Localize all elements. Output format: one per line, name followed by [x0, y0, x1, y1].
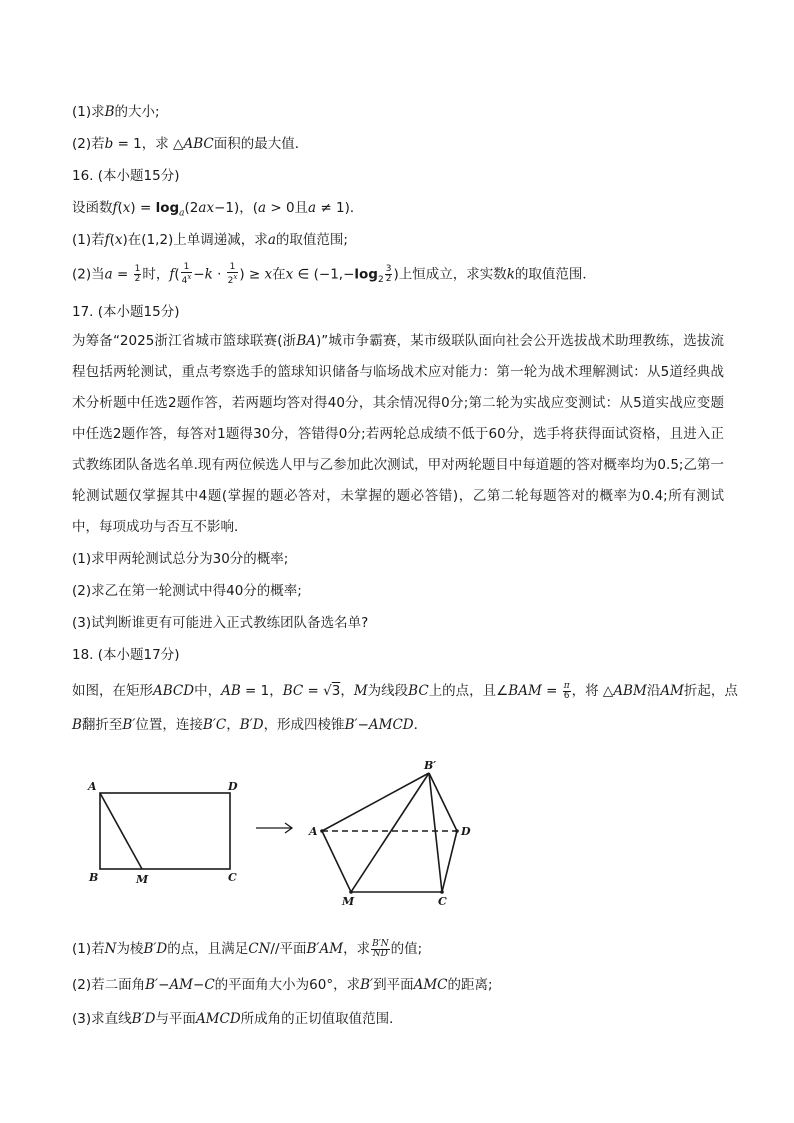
q18-part2: (2)若二面角B′−AM−C的平面角大小为60°，求B′到平面AMC的距离;: [72, 977, 493, 993]
q15-part1: (1)求B的大小;: [72, 104, 160, 120]
q17-part1: (1)求甲两轮测试总分为30分的概率;: [72, 551, 289, 567]
q18-stem-line2: B翻折至B′位置，连接B′C，B′D，形成四棱锥B′−AMCD．: [72, 717, 428, 733]
q18-part1: (1)若N为棱B′D的点，且满足CN//平面B′AM，求 $\frac{B'N}{ND}$ 的值;: [72, 938, 423, 959]
pyramid-figure: [308, 759, 471, 908]
q15-part2: (2)若b = 1，求 △ABC面积的最大值．: [72, 136, 309, 152]
q17-part3: (3)试判断谁更有可能进入正式教练团队备选名单?: [72, 615, 369, 631]
pyr-label-D: D: [461, 825, 471, 838]
q18-stem-line1: 如图，在矩形ABCD中，AB = 1，BC = √3，M为线段BC上的点，且∠BAM = $\frac{\pi}{6}$ ，将 △ABM沿AM折起，点: [72, 680, 738, 701]
q16-part2: (2)当a = $\frac{1}{2}$ 时，f( $\frac{1}{4^x}$ −k · $\frac{1}{2^x}$ ) ≥ x在x ∈ ($-1,-\log_2$ $\frac{3}{2}$ )上恒成立，求实数k的取值范围．: [72, 262, 596, 286]
q17-stem: 为筹备“2025浙江省城市篮球联赛(浙BA)”城市争霸赛，某市级联队面向社会公开选拔战术助理教练，选拔流程包括两轮测试，重点考察选手的篮球知识储备与临场战术应对能力：第一轮为战术理解测试：从5道经典战术分析题中任选2题作答，若两题均答对得40分，其余情况得0分;第二轮为实战应变测试：从5道实战应变题中任选2题作答，每答对1题得30分，答错得0分;若两轮总成绩不低于60分，选手将获得面试资格，且进入正式教练团队备选名单.现有两位候选人甲与乙参加此次测试，甲对两轮题目中每道题的答对概率均为0.5;乙第一轮测试题仅掌握其中4题(掌握的题必答对，未掌握的题必答错)，乙第二轮每题答对的概率为0.4;所有测试中，每项成功与否互不影响．: [72, 333, 724, 535]
q17-part2: (2)求乙在第一轮测试中得40分的概率;: [72, 583, 302, 599]
pyr-label-M: M: [342, 895, 355, 908]
pyr-label-A: A: [309, 825, 318, 838]
rect-label-A: A: [88, 780, 97, 793]
rect-label-C: C: [228, 871, 237, 884]
q16-stem: 设函数$f(x) = \log_a(2ax-1)$，(a > 0且a ≠ 1)．: [72, 200, 364, 219]
arrow-icon: [256, 823, 292, 833]
q18-header: 18. (本小题17分): [72, 647, 180, 663]
q16-header: 16. (本小题15分): [72, 168, 180, 184]
rectangle-figure: [87, 780, 238, 886]
pyr-label-Bp: B′: [424, 759, 437, 772]
rect-label-M: M: [136, 873, 149, 886]
pyr-label-C: C: [438, 895, 447, 908]
rect-label-D: D: [228, 780, 238, 793]
q17-header: 17. (本小题15分): [72, 304, 180, 320]
q18-figure: [80, 755, 500, 915]
q16-part1: (1)若f(x)在(1,2)上单调递减，求a的取值范围;: [72, 232, 348, 248]
rect-label-B: B: [89, 871, 99, 884]
q18-part3: (3)求直线B′D与平面AMCD所成角的正切值取值范围．: [72, 1011, 403, 1027]
